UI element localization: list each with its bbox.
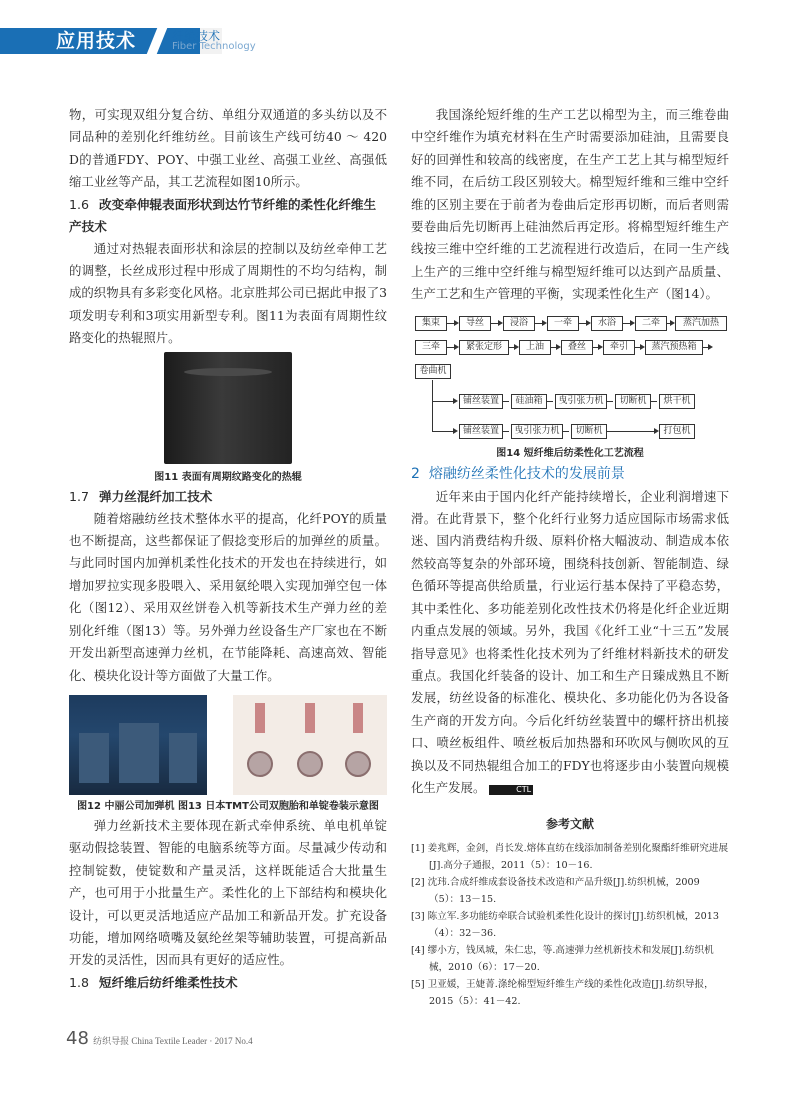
section-2-heading: [411, 462, 729, 486]
heading-number: 1.6: [69, 196, 90, 212]
flow-step: 一牵: [547, 316, 579, 331]
heading-number: 1.8: [69, 974, 90, 990]
heading-1-6: [69, 194, 387, 238]
heading-text: 改变牵伸辊表面形状到达竹节纤维的柔性化纤维生产技术: [69, 196, 377, 234]
heading-text: 熔融纺丝柔性化技术的发展前景: [428, 465, 625, 482]
paragraph: 弹力丝新技术主要体现在新式牵伸系统、单电机单锭驱动假捻装置、智能的电脑系统等方面。尽量减少传动和控制锭数，使锭数和产量灵活，这样既能适合大批量生产，也可用于小批量生产。柔性化的上下部结构和模块化设计，可以更灵活地适应产品加工和新品开发。扩充设备功能，增加网络喷嘴及氨纶丝架等辅助装置，可提高新品开发的灵活性，因而具有更好的适应性。: [69, 817, 387, 968]
flow-step: 曳引张力机: [555, 394, 607, 409]
heading-number: 2: [411, 465, 420, 482]
heading-1-8: [69, 972, 387, 994]
figure-11-hot-roller-photo: [164, 352, 292, 464]
flow-step: 集束: [415, 316, 447, 331]
heading-text: 短纤维后纺纤维柔性技术: [99, 974, 238, 990]
ctl-end-mark: CTL: [489, 785, 533, 795]
flow-step: 紧张定形: [459, 340, 509, 355]
flow-step: 曳引张力机: [511, 424, 563, 439]
paragraph: 我国涤纶短纤维的生产工艺以棉型为主，而三维卷曲中空纤维作为填充材料在生产时需要添加硅油，且需要良好的回弹性和较高的线密度，在生产工艺上其与棉型短纤维不同，在后纺工段区别较大。棉型短纤维和三维中空纤维的区别主要在于前者为卷曲后定形再切断，而后者则需要卷曲后先切断再上硅油然后再定形。将棉型短纤维生产线按三维中空纤维的工艺流程进行改造后，在同一生产线上生产的三维中空纤维与棉型短纤维可以达到产品质量、生产工艺和生产管理的平衡，实现柔性化生产（图14）。: [411, 107, 729, 302]
flow-step: 蒸汽加热: [675, 316, 727, 331]
reference-item: [5] 卫亚媛，王婕菁.涤纶棉型短纤维生产线的柔性化改造[J].纺织导报，2015（5）：41－42.: [411, 978, 714, 1007]
figure-13-winding-diagram: [233, 695, 387, 795]
journal-name: 纺织导报 China Textile Leader · 2017 No.4: [93, 1036, 253, 1046]
paragraph-text: 近年来由于国内化纤产能持续增长，企业利润增速下滑。在此背景下，整个化纤行业努力适应国际市场需求低迷、国内消费结构升级、原料价格大幅波动、制造成本依然较高等复杂的外部环境，围绕科技创新、智能制造、绿色循环等提高供给质量，行业运行基本保持了平稳态势，其中柔性化、多功能差别化改性技术仍将是化纤企业近期内重点发展的领域。另外，我国《化纤工业“十三五”发展指导意见》也将柔性化技术列为了纤维材料新技术的研发重点。我国化纤装备的设计、加工和生产日臻成熟且不断发展，纺丝设备的标准化、模块化、多功能化仍为各设备生产商的开发方向。今后化纤纺丝装置中的螺杆挤出机接口、喷丝板组件、喷丝板后加热器和环吹风与侧吹风的互换以及不同热辊组合加工的FDY也将逐步由小装置向规模化生产发展。: [411, 488, 729, 795]
reference-item: [4] 缪小方，钱凤城，朱仁忠，等.高速弹力丝机新技术和发展[J].纺织机械，2010（6）：17－20.: [411, 944, 714, 973]
reference-item: [2] 沈玮.合成纤维成套设备技术改造和产品升级[J].纺织机械，2009（5）：13－15.: [411, 876, 700, 905]
page-footer: [66, 1028, 253, 1049]
section-title: 应用技术: [56, 30, 137, 52]
heading-text: 弹力丝混纤加工技术: [99, 488, 213, 504]
flow-step: 导丝: [459, 316, 491, 331]
paragraph: 通过对热辊表面形状和涂层的控制以及纺丝牵伸工艺的调整，长丝成形过程中形成了周期性的不均匀结构，制成的织物具有多彩变化风格。北京胜邦公司已据此申报了3项发明专利和3项实用新型专利。图11为表面有周期性纹路变化的热辊照片。: [69, 240, 387, 346]
figure-14-flowchart: [411, 314, 729, 442]
flow-step: 水浴: [591, 316, 623, 331]
paragraph: 物，可实现双组分复合纺、单组分双通道的多头纺以及不同品种的差别化纤维纺丝。目前该生产线可纺40 ～ 420 D的普通FDY、POY、中强工业丝、高强工业丝、高强低缩工业丝等产品，其工艺流程如图10所示。: [69, 107, 387, 190]
figures-12-13: [69, 695, 387, 795]
flow-step: 牵引: [603, 340, 635, 355]
reference-item: [3] 陈立军.多功能纺牵联合试验机柔性化设计的探讨[J].纺织机械，2013（4）：32－36.: [411, 910, 719, 939]
references-list: [411, 840, 729, 1010]
section-subtitle-cn: 纤维技术: [172, 29, 221, 43]
figure-12-texturing-machine-photo: [69, 695, 207, 795]
heading-number: 1.7: [69, 488, 90, 504]
flow-step: 叠丝: [561, 340, 593, 355]
flow-step: 烘干机: [659, 394, 695, 409]
figure-11-caption: 图11 表面有周期纹路变化的热辊: [154, 471, 302, 483]
right-column: [411, 104, 729, 1010]
flow-step: 切断机: [571, 424, 607, 439]
flow-step: 上油: [519, 340, 551, 355]
flow-step: 打包机: [659, 424, 695, 439]
flow-step: 浸浴: [503, 316, 535, 331]
page-number: 48: [66, 1028, 89, 1049]
flow-step: 三牵: [415, 340, 447, 355]
flow-step: 卷曲机: [415, 364, 451, 379]
left-column: [69, 104, 387, 994]
paragraph: 随着熔融纺丝技术整体水平的提高，化纤POY的质量也不断提高，这些都保证了假捻变形后的加弹丝的质量。与此同时国内加弹机柔性化技术的开发也在持续进行，如增加罗拉实现多股喂入、采用氨纶喂入实现加弹空包一体化（图12）、采用双丝饼卷入机等新技术生产弹力丝的差别化纤维（图13）等。另外弹力丝设备生产厂家也在不断开发出新型高速弹力丝机，在节能降耗、高速高效、智能化、模块化设计等方面做了大量工作。: [69, 510, 387, 683]
paragraph: [411, 486, 729, 800]
heading-1-7: [69, 486, 387, 508]
flow-step: 硅油箱: [511, 394, 547, 409]
section-subtitle-en: Fiber Technology: [172, 41, 256, 52]
figure-14-caption: 图14 短纤维后纺柔性化工艺流程: [496, 447, 644, 459]
flow-step: 铺丝装置: [459, 394, 503, 409]
figure-12-13-caption: 图12 中丽公司加弹机 图13 日本TMT公司双胞胎和单锭卷装示意图: [77, 800, 379, 812]
flow-step: 铺丝装置: [459, 424, 503, 439]
flow-step: 二牵: [635, 316, 667, 331]
reference-item: [1] 姜兆辉，金剑，肖长发.熔体直纺在线添加制备差别化聚酯纤维研究进展[J].高分子通报，2011（5）：10－16.: [411, 842, 729, 871]
flow-step: 蒸汽预热箱: [645, 340, 703, 355]
references-title: 参考文献: [545, 817, 594, 832]
flow-step: 切断机: [615, 394, 651, 409]
